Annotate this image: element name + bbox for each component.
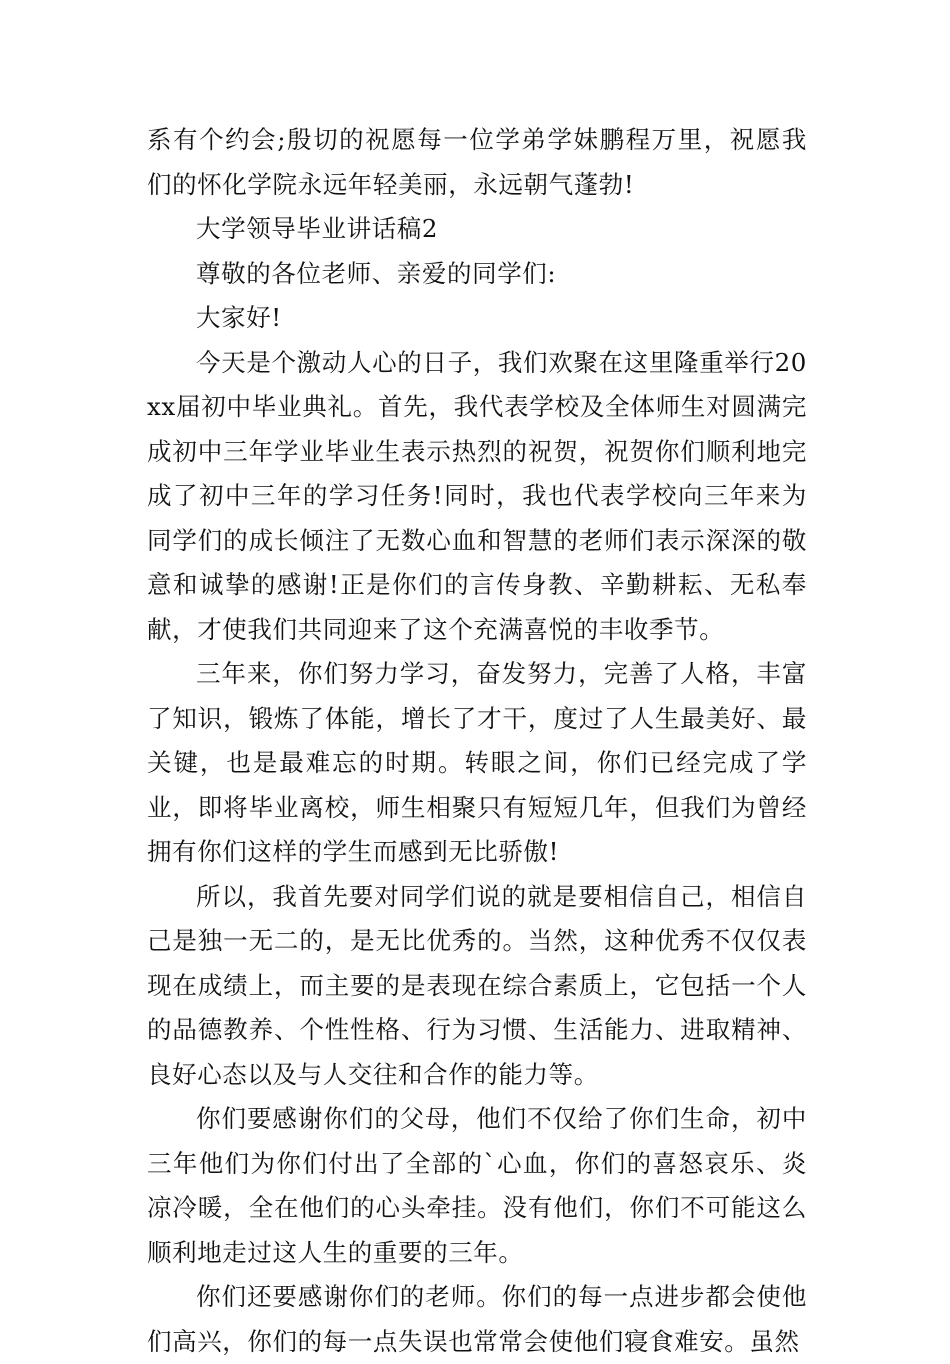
paragraph: 今天是个激动人心的日子，我们欢聚在这里隆重举行20xx届初中毕业典礼。首先，我代表学校及全体师生对圆满完成初中三年学业毕业生表示热烈的祝贺，祝贺你们顺利地完成了初中三年的学习任务!同时，我也代表学校向三年来为同学们的成长倾注了无数心血和智慧的老师们表示深深的敬意和诚挚的感谢!正是你们的言传身教、辛勤耕耘、无私奉献，才使我们共同迎来了这个充满喜悦的丰收季节。 xyxy=(147,347,807,644)
greeting: 大家好! xyxy=(196,303,282,332)
paragraph: 三年来，你们努力学习，奋发努力，完善了人格，丰富了知识，锻炼了体能，增长了才干，度过了人生最美好、最关键，也是最难忘的时期。转眼之间，你们已经完成了学业，即将毕业离校，师生相聚只有短短几年，但我们为曾经拥有你们这样的学生而感到无比骄傲! xyxy=(147,659,807,866)
paragraph-continuation: 系有个约会;殷切的祝愿每一位学弟学妹鹏程万里，祝愿我们的怀化学院永远年轻美丽，永远朝气蓬勃! xyxy=(147,125,807,199)
document-body xyxy=(147,118,807,1364)
paragraph: 你们还要感谢你们的老师。你们的每一点进步都会使他们高兴，你们的每一点失误也常常会使他们寝食难安。虽然 xyxy=(147,1282,807,1356)
paragraph: 你们要感谢你们的父母，他们不仅给了你们生命，初中三年他们为你们付出了全部的`心血，你们的喜怒哀乐、炎凉冷暖，全在他们的心头牵挂。没有他们，你们不可能这么顺利地走过这人生的重要的三年。 xyxy=(147,1104,807,1267)
paragraph: 所以，我首先要对同学们说的就是要相信自己，相信自己是独一无二的，是无比优秀的。当然，这种优秀不仅仅表现在成绩上，而主要的是表现在综合素质上，它包括一个人的品德教养、个性性格、行为习惯、生活能力、进取精神、良好心态以及与人交往和合作的能力等。 xyxy=(147,881,807,1089)
section-title: 大学领导毕业讲话稿2 xyxy=(196,214,439,243)
salutation: 尊敬的各位老师、亲爱的同学们: xyxy=(196,258,557,288)
